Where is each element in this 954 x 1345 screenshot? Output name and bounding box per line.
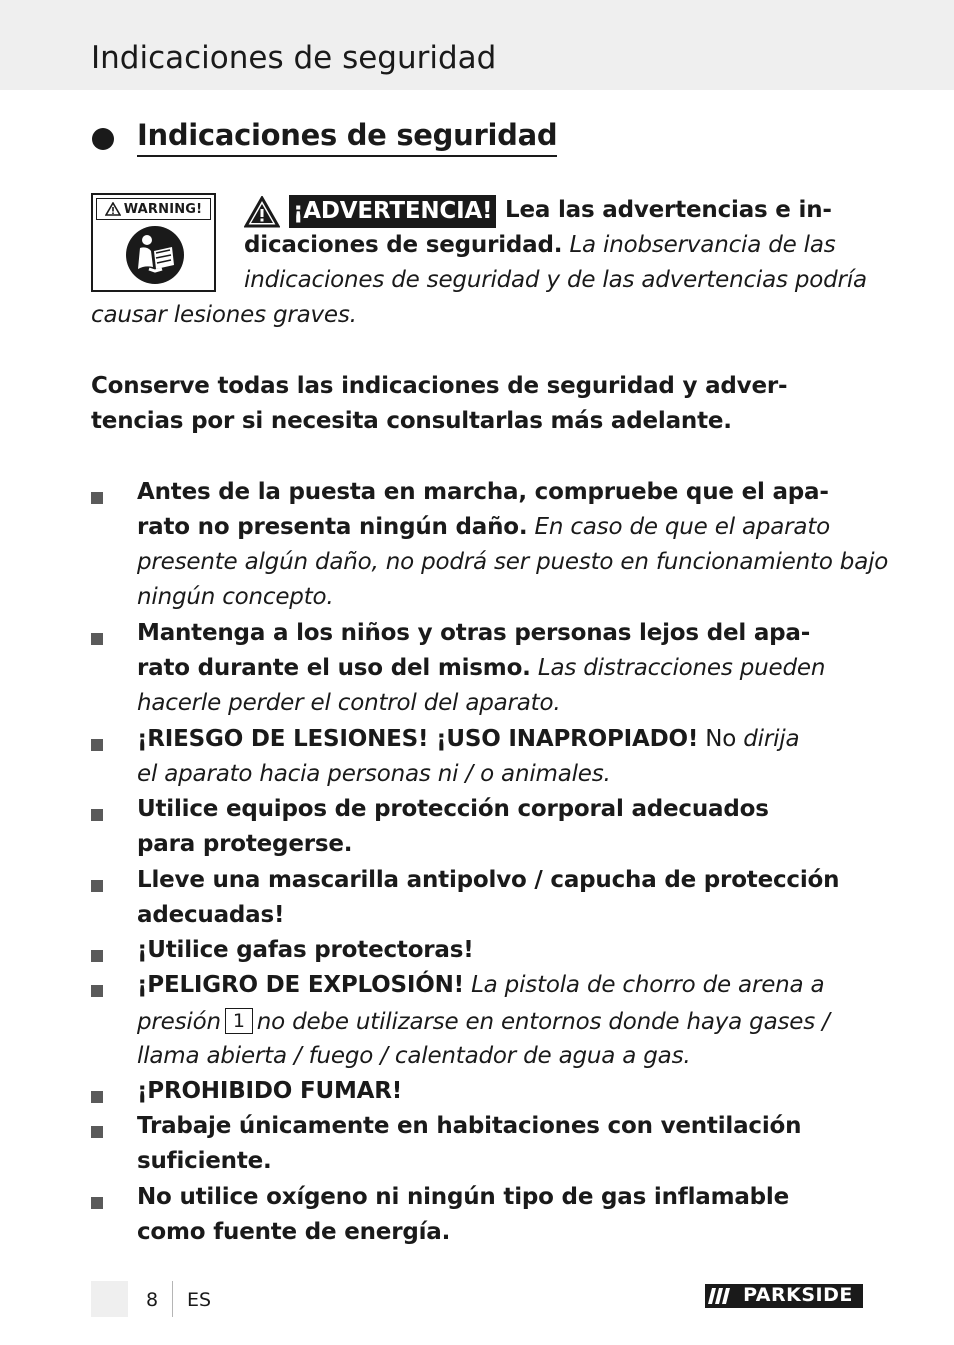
list-bullet-icon	[91, 633, 103, 645]
list-item-line: presente algún daño, no podrá ser puesto en funcionamiento bajo	[137, 549, 889, 575]
list-item-line: Utilice equipos de protección corporal adecuados	[137, 796, 769, 822]
warning-banner	[96, 198, 211, 220]
conserve-line-1: Conserve todas las indicaciones de seguridad y adver-	[91, 373, 788, 399]
list-item-line: No utilice oxígeno ni ningún tipo de gas inflamable	[137, 1184, 790, 1210]
list-item-line: para protegerse.	[137, 831, 353, 857]
list-item-line: Antes de la puesta en marcha, compruebe que el apa-	[137, 479, 829, 505]
list-item-line: ¡PELIGRO DE EXPLOSIÓN! La pistola de chorro de arena a	[137, 972, 825, 998]
intro-line-2: dicaciones de seguridad. La inobservancia de las	[244, 232, 836, 258]
list-item-line: ningún concepto.	[137, 584, 334, 610]
list-bullet-icon	[91, 1091, 103, 1103]
list-bullet-icon	[91, 1126, 103, 1138]
list-item-line: como fuente de energía.	[137, 1219, 451, 1245]
list-bullet-icon	[91, 492, 103, 504]
language-code: ES	[187, 1289, 212, 1311]
list-item-line: llama abierta / fuego / calentador de agua a gas.	[137, 1043, 691, 1069]
list-item-line: ¡PROHIBIDO FUMAR!	[137, 1078, 403, 1104]
list-bullet-icon	[91, 950, 103, 962]
warning-triangle-icon	[105, 202, 121, 216]
warning-triangle-icon	[244, 196, 280, 228]
intro-line-4: causar lesiones graves.	[91, 302, 357, 328]
list-item-line: Lleve una mascarilla antipolvo / capucha de protección	[137, 867, 840, 893]
list-bullet-icon	[91, 739, 103, 751]
part-reference-box: 1	[225, 1008, 253, 1034]
intro-line-1: Lea las advertencias e in-	[505, 197, 832, 223]
conserve-line-2: tencias por si necesita consultarlas más adelante.	[91, 408, 732, 434]
list-item-line: presión 1 no debe utilizarse en entornos donde haya gases /	[137, 1009, 830, 1035]
parkside-logo	[705, 1284, 863, 1308]
list-bullet-icon	[91, 809, 103, 821]
list-bullet-icon	[91, 880, 103, 892]
brand-name: PARKSIDE	[743, 1284, 853, 1306]
list-item-line: rato no presenta ningún daño. En caso de que el aparato	[137, 514, 831, 540]
list-bullet-icon	[91, 985, 103, 997]
list-item-line: Mantenga a los niños y otras personas lejos del apa-	[137, 620, 811, 646]
footer-divider	[172, 1281, 173, 1317]
list-item-line: el aparato hacia personas ni / o animales.	[137, 761, 611, 787]
list-item-line: adecuadas!	[137, 902, 285, 928]
list-item-line: rato durante el uso del mismo. Las distracciones pueden	[137, 655, 826, 681]
intro-line-3: indicaciones de seguridad y de las advertencias podría	[244, 267, 867, 293]
list-item-line: suficiente.	[137, 1148, 272, 1174]
list-item-line: hacerle perder el control del aparato.	[137, 690, 561, 716]
list-item-line: ¡RIESGO DE LESIONES! ¡USO INAPROPIADO! No dirija	[137, 726, 800, 752]
read-manual-icon	[125, 225, 185, 285]
list-item-line: Trabaje únicamente en habitaciones con ventilación	[137, 1113, 802, 1139]
advertencia-badge: ¡ADVERTENCIA!	[289, 195, 496, 228]
list-item-line: ¡Utilice gafas protectoras!	[137, 937, 474, 963]
list-bullet-icon	[91, 1197, 103, 1209]
logo-stripes-icon	[706, 1285, 734, 1307]
footer-band	[91, 1281, 128, 1317]
page-number: 8	[146, 1289, 159, 1311]
section-heading: Indicaciones de seguridad	[137, 118, 557, 157]
warning-label: WARNING!	[123, 201, 203, 217]
warning-read-manual-box	[91, 193, 216, 292]
section-bullet-icon	[92, 128, 114, 150]
page-title: Indicaciones de seguridad	[91, 40, 497, 76]
